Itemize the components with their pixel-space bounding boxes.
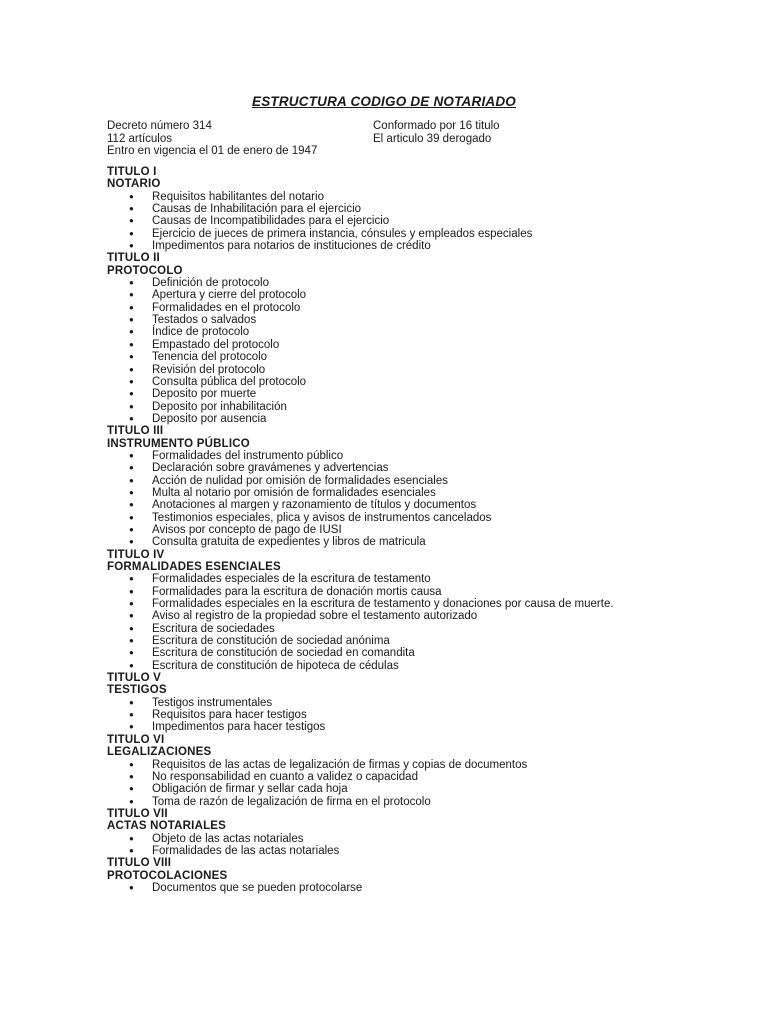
list-item [107, 512, 727, 524]
bullet-icon: ● [129, 648, 134, 658]
section-name: ACTAS NOTARIALES [107, 820, 227, 833]
list-item [107, 833, 727, 845]
document-outline [107, 166, 727, 894]
list-item-text: Formalidades especiales en la escritura de testamento y donaciones por causa de muerte. [152, 598, 614, 611]
bullet-icon: ● [129, 537, 134, 547]
section-titulo: TITULO IV [107, 548, 165, 561]
list-item [107, 635, 727, 647]
section-name: TESTIGOS [107, 684, 167, 697]
list-item-text: Deposito por inhabilitación [152, 400, 287, 413]
bullet-icon: ● [129, 586, 134, 596]
section [107, 734, 727, 808]
list-item [107, 289, 727, 301]
list-item [107, 882, 727, 894]
list-item [107, 721, 727, 733]
bullet-icon: ● [129, 697, 134, 707]
list-item-text: Tenencia del protocolo [152, 351, 268, 364]
bullet-icon: ● [129, 623, 134, 633]
bullet-icon: ● [129, 524, 134, 534]
bullet-icon: ● [129, 191, 134, 201]
section-item-list [107, 277, 727, 425]
bullet-icon: ● [129, 574, 134, 584]
list-item [107, 364, 727, 376]
bullet-icon: ● [129, 302, 134, 312]
list-item-text: Requisitos de las actas de legalización de firmas y copias de documentos [152, 758, 528, 771]
section-titulo: TITULO VI [107, 733, 165, 746]
list-item-text: Causas de Inhabilitación para el ejercicio [152, 203, 362, 216]
list-item-text: Formalidades para la escritura de donación mortis causa [152, 585, 442, 598]
bullet-icon: ● [129, 710, 134, 720]
list-item [107, 475, 727, 487]
list-item-text: Consulta pública del protocolo [152, 375, 307, 388]
list-item [107, 796, 727, 808]
bullet-icon: ● [129, 228, 134, 238]
list-item-text: Formalidades del instrumento público [152, 449, 344, 462]
list-item [107, 462, 727, 474]
bullet-icon: ● [129, 204, 134, 214]
list-item [107, 536, 727, 548]
bullet-icon: ● [129, 660, 134, 670]
bullet-icon: ● [129, 599, 134, 609]
list-item-text: Acción de nulidad por omisión de formalidades esenciales [152, 474, 448, 487]
list-item [107, 586, 727, 598]
list-item [107, 240, 727, 252]
list-item-text: Empastado del protocolo [152, 338, 280, 351]
list-item [107, 759, 727, 771]
section-item-list [107, 882, 727, 894]
section-item-list [107, 191, 727, 253]
section-titulo: TITULO VII [107, 807, 168, 820]
bullet-icon: ● [129, 784, 134, 794]
section [107, 857, 727, 894]
list-item-text: Declaración sobre gravámenes y advertencias [152, 462, 389, 475]
bullet-icon: ● [129, 278, 134, 288]
bullet-icon: ● [129, 759, 134, 769]
list-item [107, 598, 727, 610]
bullet-icon: ● [129, 611, 134, 621]
list-item-text: Formalidades en el protocolo [152, 301, 301, 314]
list-item-text: Avisos por concepto de pago de IUSI [152, 523, 342, 536]
list-item [107, 771, 727, 783]
list-item-text: Impedimentos para notarios de instituciones de crédito [152, 240, 431, 253]
bullet-icon: ● [129, 450, 134, 460]
bullet-icon: ● [129, 722, 134, 732]
bullet-icon: ● [129, 771, 134, 781]
bullet-icon: ● [129, 796, 134, 806]
section-item-list [107, 833, 727, 858]
bullet-icon: ● [129, 512, 134, 522]
list-item [107, 326, 727, 338]
list-item-text: Deposito por muerte [152, 388, 257, 401]
bullet-icon: ● [129, 463, 134, 473]
list-item-text: Testigos instrumentales [152, 696, 273, 709]
section-item-list [107, 697, 727, 734]
list-item-text: Impedimentos para hacer testigos [152, 721, 326, 734]
section-titulo: TITULO III [107, 425, 164, 438]
section [107, 425, 727, 548]
list-item [107, 401, 727, 413]
section-titulo: TITULO V [107, 672, 161, 685]
list-item-text: Anotaciones al margen y razonamiento de títulos y documentos [152, 499, 477, 512]
section-item-list [107, 573, 727, 672]
bullet-icon: ● [129, 290, 134, 300]
bullet-icon: ● [129, 487, 134, 497]
bullet-icon: ● [129, 339, 134, 349]
bullet-icon: ● [129, 389, 134, 399]
section-name: LEGALIZACIONES [107, 746, 212, 759]
list-item-text: Formalidades de las actas notariales [152, 844, 340, 857]
list-item-text: Escritura de sociedades [152, 622, 275, 635]
list-item-text: Requisitos para hacer testigos [152, 709, 307, 722]
bullet-icon: ● [129, 376, 134, 386]
list-item [107, 203, 727, 215]
bullet-icon: ● [129, 364, 134, 374]
bullet-icon: ● [129, 315, 134, 325]
list-item-text: Escritura de constitución de sociedad anónima [152, 635, 390, 648]
list-item [107, 697, 727, 709]
list-item-text: Deposito por ausencia [152, 412, 267, 425]
list-item-text: Testados o salvados [152, 314, 257, 327]
bullet-icon: ● [129, 241, 134, 251]
list-item [107, 610, 727, 622]
list-item-text: Revisión del protocolo [152, 363, 266, 376]
section-name: NOTARIO [107, 178, 161, 191]
list-item-text: No responsabilidad en cuanto a validez o capacidad [152, 770, 418, 783]
section-name: PROTOCOLO [107, 264, 183, 277]
meta-left [107, 120, 317, 158]
list-item [107, 413, 727, 425]
list-item [107, 499, 727, 511]
list-item-text: Apertura y cierre del protocolo [152, 289, 307, 302]
meta-titles-count: Conformado por 16 titulo [373, 120, 500, 132]
list-item [107, 376, 727, 388]
meta-right [373, 120, 500, 145]
list-item [107, 314, 727, 326]
list-item-text: Ejercicio de jueces de primera instancia, cónsules y empleados especiales [152, 227, 533, 240]
bullet-icon: ● [129, 636, 134, 646]
section-titulo: TITULO I [107, 166, 157, 178]
section-name: FORMALIDADES ESENCIALES [107, 561, 281, 573]
bullet-icon: ● [129, 413, 134, 423]
meta-articles: 112 artículos [107, 132, 172, 145]
list-item [107, 302, 727, 314]
section-item-list [107, 450, 727, 549]
list-item [107, 215, 727, 227]
section-name: PROTOCOLACIONES [107, 869, 228, 882]
list-item-text: Documentos que se pueden protocolarse [152, 881, 363, 894]
list-item-text: Aviso al registro de la propiedad sobre el testamento autorizado [152, 610, 478, 623]
section [107, 808, 727, 857]
list-item [107, 191, 727, 203]
list-item-text: Consulta gratuita de expedientes y libros de matricula [152, 536, 426, 549]
list-item-text: Escritura de constitución de sociedad en comandita [152, 647, 415, 660]
meta-effective-date: Entro en vigencia el 01 de enero de 1947 [107, 145, 318, 157]
list-item-text: Definición de protocolo [152, 277, 269, 290]
bullet-icon: ● [129, 475, 134, 485]
bullet-icon: ● [129, 401, 134, 411]
bullet-icon: ● [129, 845, 134, 855]
list-item [107, 487, 727, 499]
list-item [107, 647, 727, 659]
list-item-text: Toma de razón de legalización de firma en el protocolo [152, 795, 431, 808]
list-item-text: Formalidades especiales de la escritura de testamento [152, 573, 431, 586]
list-item [107, 623, 727, 635]
section [107, 252, 727, 425]
list-item-text: Causas de Incompatibilidades para el ejercicio [152, 215, 390, 228]
bullet-icon: ● [129, 352, 134, 362]
list-item-text: Índice de protocolo [152, 326, 250, 339]
section [107, 549, 727, 672]
list-item-text: Multa al notario por omisión de formalidades esenciales [152, 486, 436, 499]
document-title: ESTRUCTURA CODIGO DE NOTARIADO [252, 94, 516, 109]
list-item [107, 277, 727, 289]
section-item-list [107, 759, 727, 808]
list-item-text: Testimonios especiales, plica y avisos de instrumentos cancelados [152, 511, 492, 524]
section [107, 672, 727, 734]
list-item-text: Escritura de constitución de hipoteca de cédulas [152, 659, 399, 672]
list-item [107, 524, 727, 536]
list-item-text: Requisitos habilitantes del notario [152, 190, 324, 203]
section-name: INSTRUMENTO PÚBLICO [107, 437, 250, 450]
section [107, 166, 727, 252]
bullet-icon: ● [129, 833, 134, 843]
list-item [107, 845, 727, 857]
meta-decree: Decreto número 314 [107, 120, 212, 132]
list-item [107, 660, 727, 672]
bullet-icon: ● [129, 882, 134, 892]
list-item [107, 573, 727, 585]
bullet-icon: ● [129, 500, 134, 510]
list-item [107, 709, 727, 721]
list-item [107, 228, 727, 240]
list-item [107, 351, 727, 363]
list-item [107, 450, 727, 462]
list-item-text: Obligación de firmar y sellar cada hoja [152, 783, 348, 796]
section-titulo: TITULO VIII [107, 857, 172, 870]
list-item [107, 339, 727, 351]
meta-repealed-article: El articulo 39 derogado [373, 132, 492, 145]
list-item [107, 388, 727, 400]
list-item-text: Objeto de las actas notariales [152, 832, 304, 845]
bullet-icon: ● [129, 216, 134, 226]
bullet-icon: ● [129, 327, 134, 337]
list-item [107, 783, 727, 795]
section-titulo: TITULO II [107, 252, 160, 265]
